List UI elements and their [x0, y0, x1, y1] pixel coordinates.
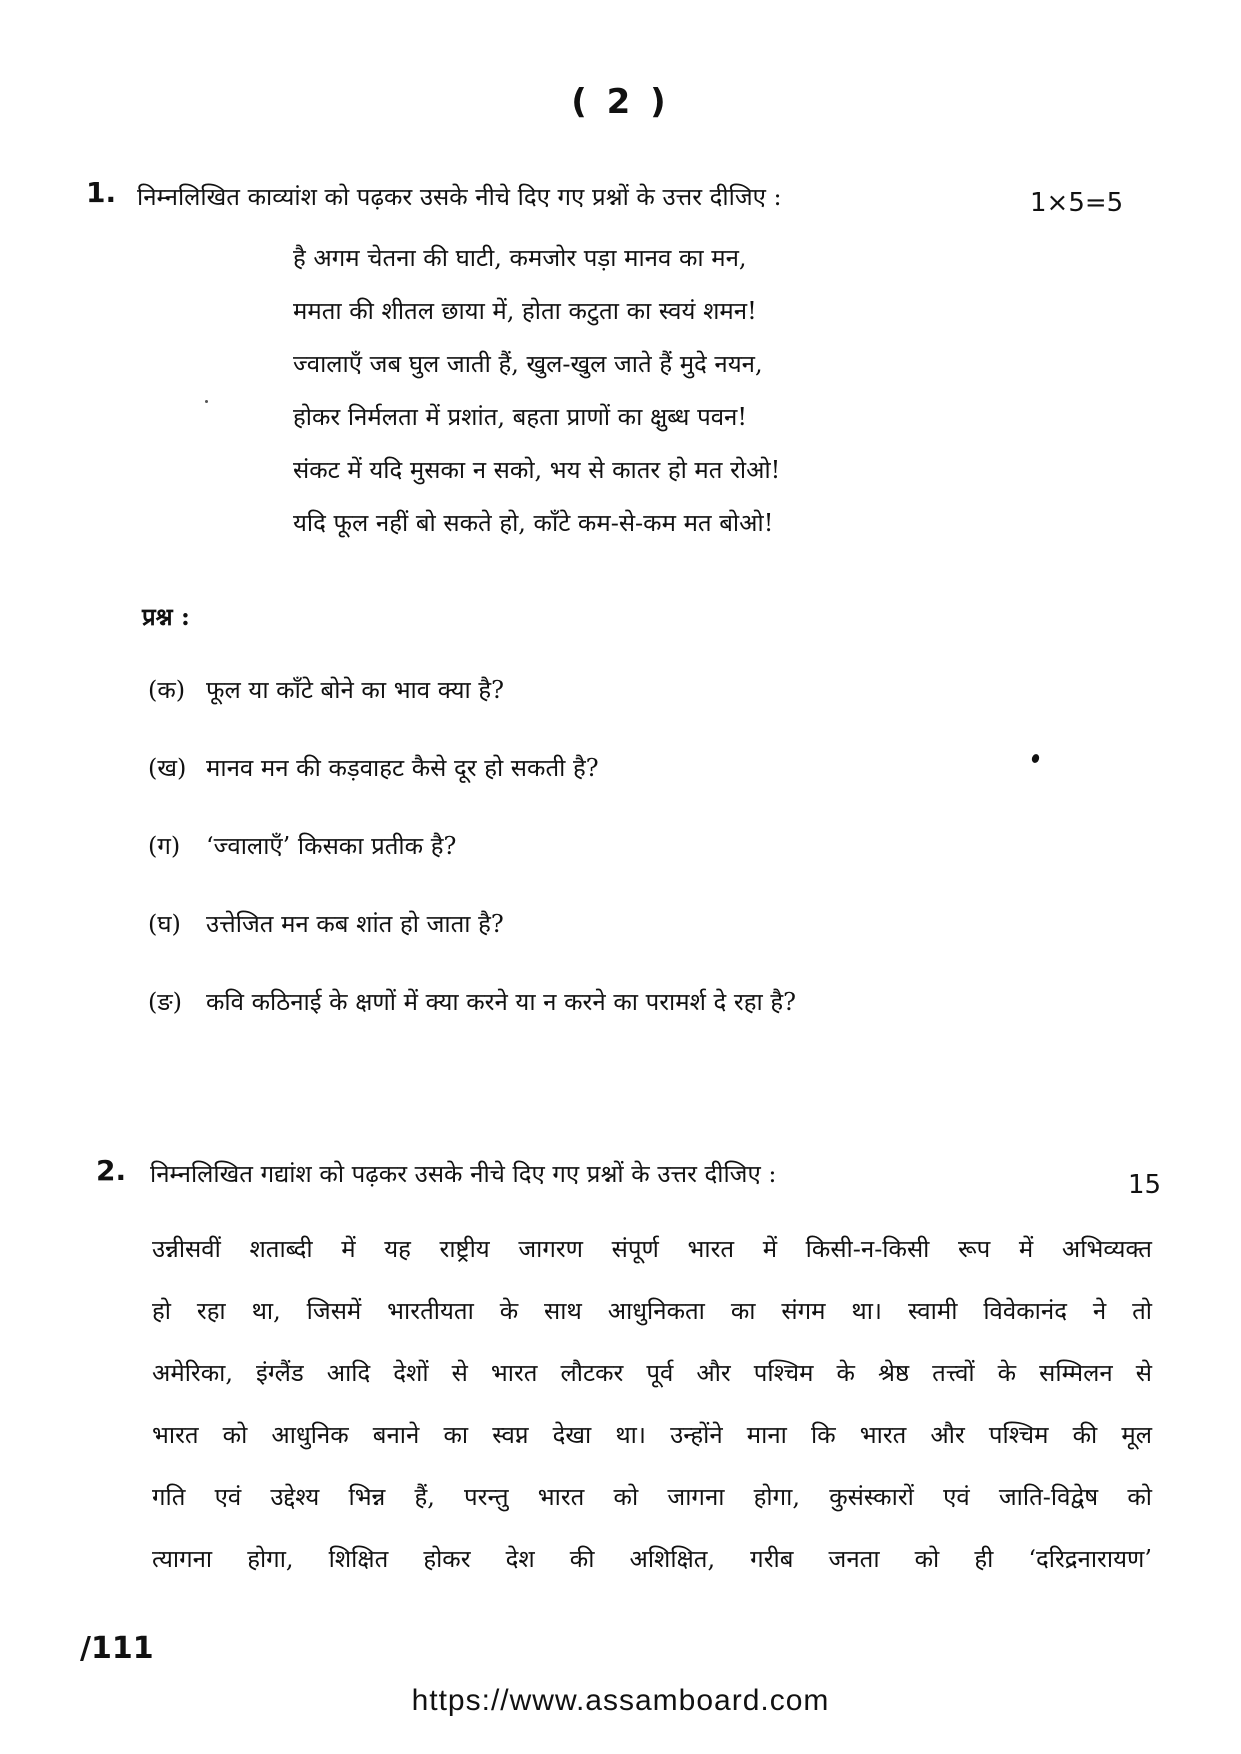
question-1-number: 1.: [86, 176, 117, 209]
scan-speck: [205, 400, 208, 403]
sub-question-text: ‘ज्वालाएँ’ किसका प्रतीक है?: [206, 832, 457, 860]
sub-question-label: (ख): [148, 754, 187, 782]
sub-question-label: (घ): [148, 910, 181, 938]
page-code: /111: [80, 1631, 154, 1666]
passage-line: भारत को आधुनिक बनाने का स्वप्न देखा था। उन्होंने माना कि भारत और पश्चिम की मूल: [152, 1421, 1152, 1449]
question-2-number: 2.: [96, 1154, 127, 1187]
passage-line: त्यागना होगा, शिक्षित होकर देश की अशिक्षित, गरीब जनता को ही ‘दरिद्रनारायण’: [152, 1545, 1152, 1573]
sub-question: [148, 904, 796, 982]
page-number: ( 2 ): [571, 82, 670, 122]
poem-line: यदि फूल नहीं बो सकते हो, काँटे कम-से-कम मत बोओ!: [293, 509, 774, 537]
sub-question-text: उत्तेजित मन कब शांत हो जाता है?: [206, 910, 504, 938]
poem-line: ज्वालाएँ जब घुल जाती हैं, खुल-खुल जाते हैं मुदे नयन,: [293, 350, 763, 378]
passage-line: उन्नीसवीं शताब्दी में यह राष्ट्रीय जागरण संपूर्ण भारत में किसी-न-किसी रूप में अभिव्यक्त: [152, 1235, 1152, 1263]
footer-url: https://www.assamboard.com: [411, 1684, 830, 1717]
sub-question: [148, 748, 796, 826]
poem-line: संकट में यदि मुसका न सको, भय से कातर हो मत रोओ!: [293, 456, 781, 484]
poem-stanza: [293, 232, 780, 550]
sub-question: [148, 982, 796, 1060]
question-2-instruction: निम्नलिखित गद्यांश को पढ़कर उसके नीचे दिए गए प्रश्नों के उत्तर दीजिए :: [150, 1160, 777, 1188]
passage-line: अमेरिका, इंग्लैंड आदि देशों से भारत लौटकर पूर्व और पश्चिम के श्रेष्ठ तत्त्वों के सम्मिलन से: [152, 1359, 1152, 1387]
sub-question-text: कवि कठिनाई के क्षणों में क्या करने या न करने का परामर्श दे रहा है?: [206, 988, 796, 1016]
sub-question-label: (ग): [148, 832, 181, 860]
passage-line: हो रहा था, जिसमें भारतीयता के साथ आधुनिकता का संगम था। स्वामी विवेकानंद ने तो: [152, 1297, 1152, 1325]
sub-question-text: फूल या काँटे बोने का भाव क्या है?: [206, 676, 504, 704]
question-1-instruction: निम्नलिखित काव्यांश को पढ़कर उसके नीचे दिए गए प्रश्नों के उत्तर दीजिए :: [137, 183, 782, 211]
sub-question-label: (ङ): [148, 988, 183, 1016]
poem-line: है अगम चेतना की घाटी, कमजोर पड़ा मानव का मन,: [293, 244, 747, 272]
prose-passage: [152, 1218, 1152, 1590]
poem-line: ममता की शीतल छाया में, होता कटुता का स्वयं शमन!: [293, 297, 757, 325]
poem-line: होकर निर्मलता में प्रशांत, बहता प्राणों का क्षुब्ध पवन!: [293, 403, 748, 431]
question-1-marks: 1×5=5: [1030, 188, 1124, 218]
sub-question-label: (क): [148, 676, 186, 704]
sub-question-text: मानव मन की कड़वाहट कैसे दूर हो सकती है?: [206, 754, 599, 782]
sub-question-list: [148, 670, 796, 1060]
questions-heading: प्रश्न :: [142, 602, 190, 631]
passage-line: गति एवं उद्देश्य भिन्न हैं, परन्तु भारत को जागना होगा, कुसंस्कारों एवं जाति-विद्वेष को: [152, 1483, 1152, 1511]
ink-mark: [1031, 753, 1041, 764]
sub-question: [148, 826, 796, 904]
sub-question: [148, 670, 796, 748]
question-2-marks: 15: [1128, 1170, 1162, 1200]
